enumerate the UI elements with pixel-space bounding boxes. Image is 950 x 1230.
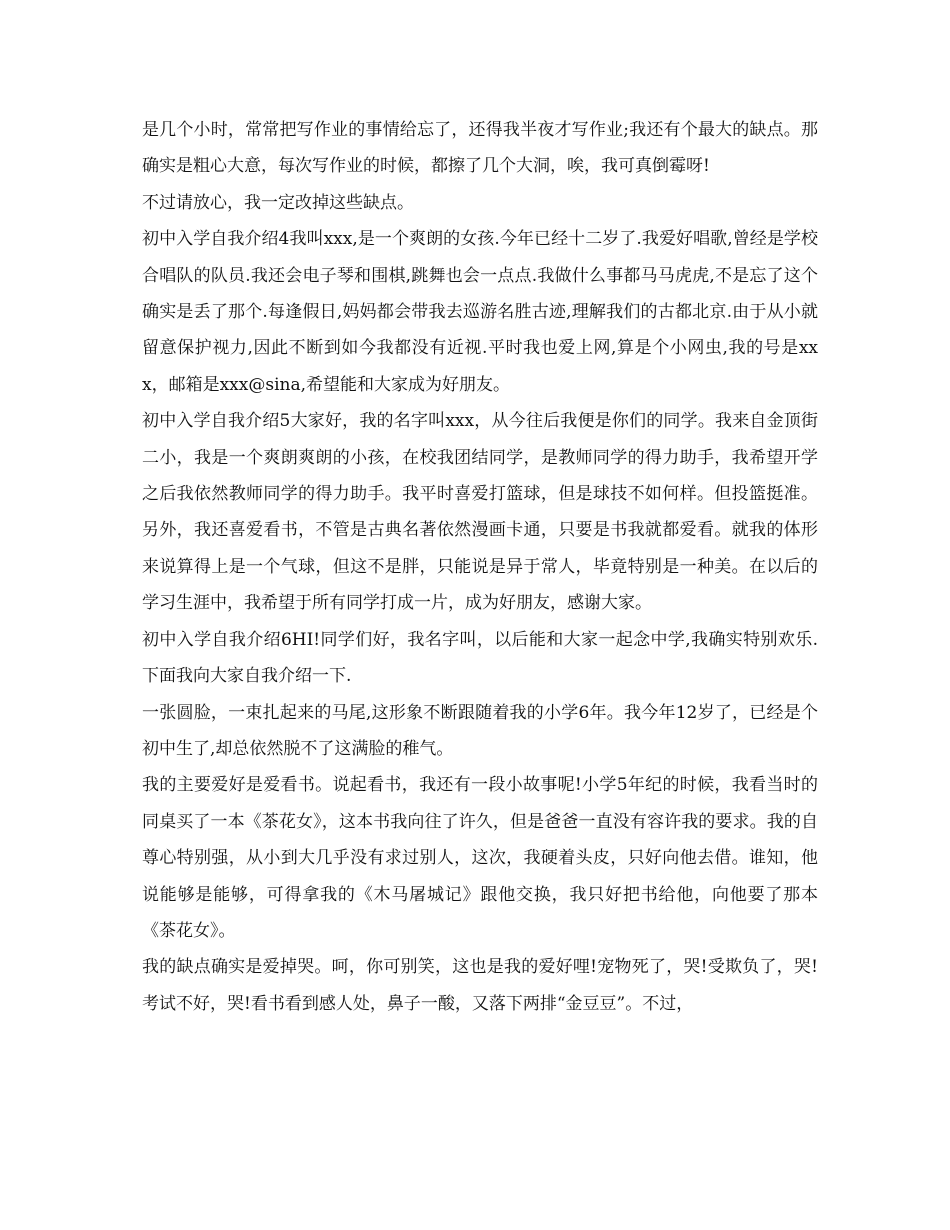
paragraph: 是几个小时，常常把写作业的事情给忘了，还得我半夜才写作业;我还有个最大的缺点。那确实是粗心大意，每次写作业的时候，都擦了几个大洞，唉，我可真倒霉呀! xyxy=(142,120,818,177)
paragraph: 我的主要爱好是爱看书。说起看书，我还有一段小故事呢!小学5年纪的时候，我看当时的同桌买了一本《茶花女》，这本书我向往了许久，但是爸爸一直没有容许我的要求。我的自尊心特别强，从小到大几乎没有求过别人，这次，我硬着头皮，只好向他去借。谁知，他说能够是能够，可得拿我的《木马屠城记》跟他交换，我只好把书给他，向他要了那本《茶花女》。 xyxy=(142,775,818,941)
document-body xyxy=(142,112,818,1022)
paragraph: 初中入学自我介绍5大家好，我的名字叫xxx，从今往后我便是你们的同学。我来自金顶街二小，我是一个爽朗爽朗的小孩，在校我团结同学，是教师同学的得力助手，我希望开学之后我依然教师同学的得力助手。我平时喜爱打篮球，但是球技不如何样。但投篮挺准。另外，我还喜爱看书，不管是古典名著依然漫画卡通，只要是书我就都爱看。就我的体形来说算得上是一个气球，但这不是胖，只能说是异于常人，毕竟特别是一种美。在以后的学习生涯中，我希望于所有同学打成一片，成为好朋友，感谢大家。 xyxy=(142,411,818,614)
paragraph: 我的缺点确实是爱掉哭。呵，你可别笑，这也是我的爱好哩!宠物死了，哭!受欺负了，哭!考试不好，哭!看书看到感人处，鼻子一酸，又落下两排“金豆豆”。不过， xyxy=(142,957,818,1014)
paragraph: 初中入学自我介绍4我叫xxx,是一个爽朗的女孩.今年已经十二岁了.我爱好唱歌,曾经是学校合唱队的队员.我还会电子琴和围棋,跳舞也会一点点.我做什么事都马马虎虎,不是忘了这个确实是丢了那个.每逢假日,妈妈都会带我去巡游名胜古迹,理解我们的古都北京.由于从小就留意保护视力,因此不断到如今我都没有近视.平时我也爱上网,算是个小网虫,我的号是xxx，邮箱是xxx@sina,希望能和大家成为好朋友。 xyxy=(142,229,818,395)
paragraph: 一张圆脸，一束扎起来的马尾,这形象不断跟随着我的小学6年。我今年12岁了，已经是个初中生了,却总依然脱不了这满脸的稚气。 xyxy=(142,702,818,759)
paragraph: 初中入学自我介绍6HI!同学们好，我名字叫，以后能和大家一起念中学,我确实特别欢乐.下面我向大家自我介绍一下. xyxy=(142,629,818,687)
paragraph: 不过请放心，我一定改掉这些缺点。 xyxy=(142,192,414,213)
